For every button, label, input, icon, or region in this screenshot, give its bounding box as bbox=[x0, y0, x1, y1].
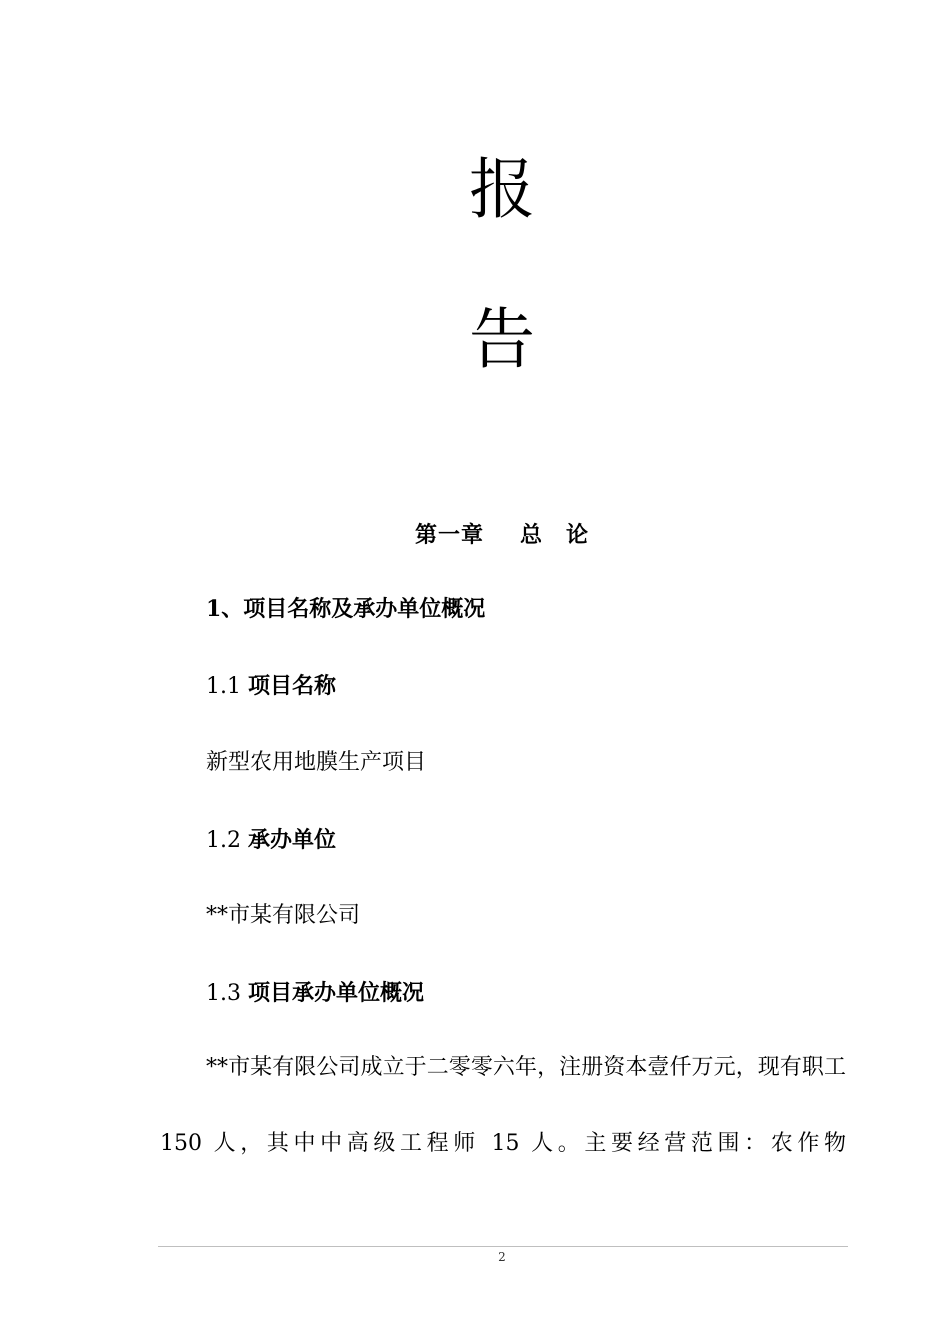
section-1-2-number: 1.2 bbox=[206, 828, 248, 853]
section-1-1-heading bbox=[206, 669, 336, 704]
footer-divider bbox=[158, 1246, 848, 1247]
section-1-1-title: 项目名称 bbox=[247, 673, 336, 699]
section-1-2-heading bbox=[206, 823, 336, 858]
chapter-label: 第一章 bbox=[414, 522, 484, 548]
page-number: 2 bbox=[498, 1250, 506, 1264]
project-name-text: 新型农用地膜生产项目 bbox=[206, 750, 427, 775]
section-1-2-title: 承办单位 bbox=[247, 827, 336, 853]
section-1-3-heading bbox=[206, 976, 424, 1011]
section-1-3-title: 项目承办单位概况 bbox=[247, 980, 424, 1006]
title-char-1: 报 bbox=[469, 151, 535, 228]
chapter-heading bbox=[0, 518, 950, 552]
chapter-title: 总 论 bbox=[520, 522, 590, 548]
company-overview-paragraph: **市某有限公司成立于二零零六年，注册资本壹仟万元，现有职工 150 人，其中中高级工程师 15 人。主要经营范围：农作物 bbox=[160, 1055, 846, 1156]
section-1-heading: 1、项目名称及承办单位概况 bbox=[206, 596, 486, 622]
title-char-2: 告 bbox=[469, 301, 535, 378]
organizer-text: **市某有限公司 bbox=[206, 903, 361, 928]
section-1-1-number: 1.1 bbox=[206, 674, 248, 699]
section-1-3-number: 1.3 bbox=[206, 981, 248, 1006]
